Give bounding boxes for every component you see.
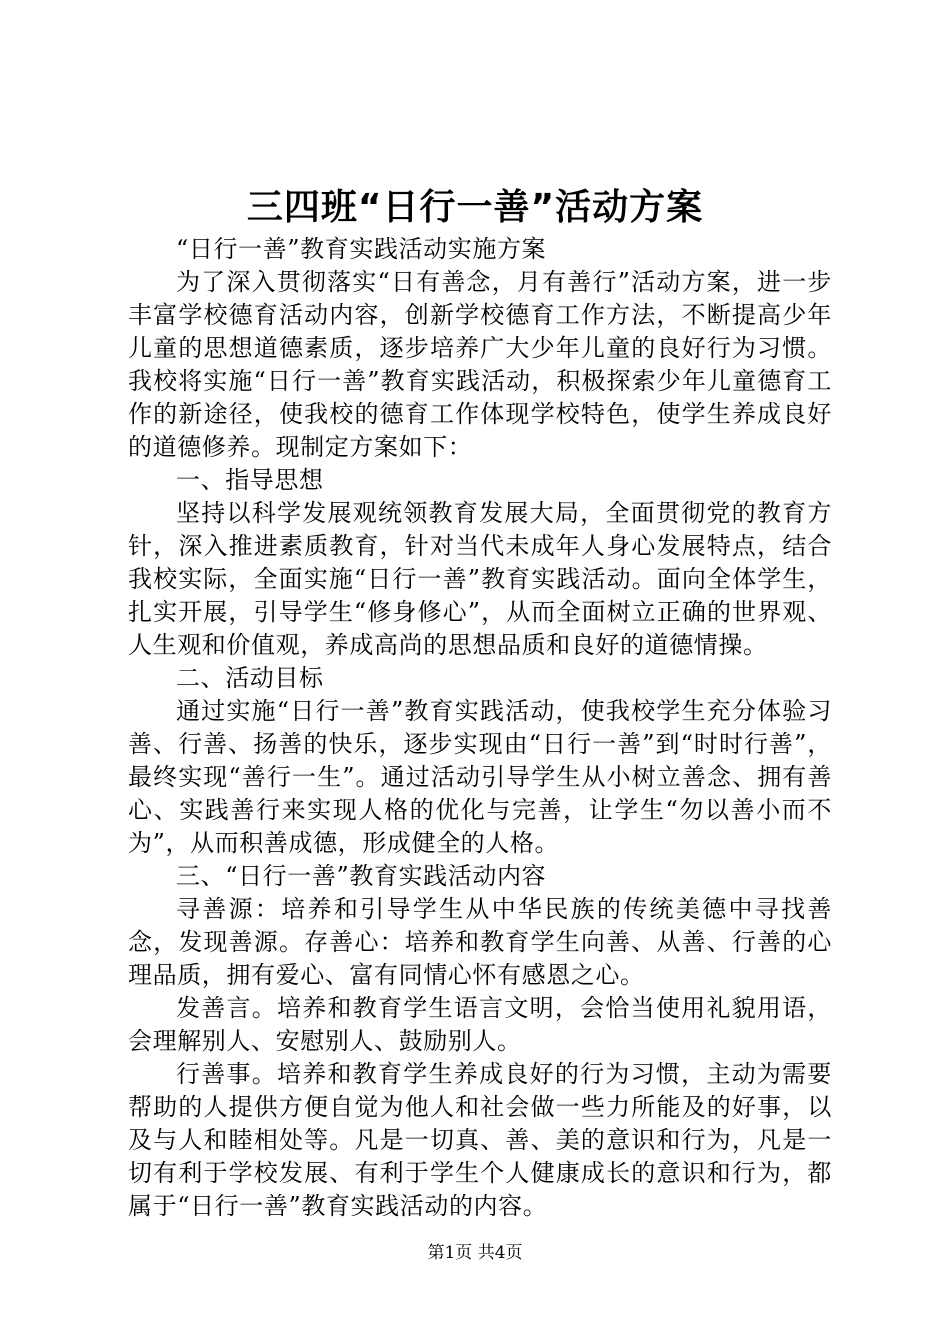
page-title: 三四班“日行一善”活动方案 bbox=[246, 187, 704, 228]
content-paragraph-good-deeds: 行善事。培养和教育学生养成良好的行为习惯，主动为需要帮助的人提供方便自觉为他人和社会做一些力所能及的好事，以及与人和睦相处等。凡是一切真、善、美的意识和行为，凡是一切有利于学校发展、有利于学生个人健康成长的意识和行为，都属于“日行一善”教育实践活动的内容。 bbox=[128, 1060, 832, 1220]
section-heading-activity-content: 三、“日行一善”教育实践活动内容 bbox=[176, 862, 547, 890]
content-paragraph-seek-goodness: 寻善源：培养和引导学生从中华民族的传统美德中寻找善念，发现善源。存善心：培养和教育学生向善、从善、行善的心理品质，拥有爱心、富有同情心怀有感恩之心。 bbox=[128, 895, 832, 989]
content-paragraph-good-words: 发善言。培养和教育学生语言文明，会恰当使用礼貌用语，会理解别人、安慰别人、鼓励别人。 bbox=[128, 994, 832, 1055]
section-heading-guiding-thought: 一、指导思想 bbox=[176, 466, 324, 494]
activity-goals-paragraph: 通过实施“日行一善”教育实践活动，使我校学生充分体验习善、行善、扬善的快乐，逐步实现由“日行一善”到“时时行善”，最终实现“善行一生”。通过活动引导学生从小树立善念、拥有善心、实践善行来实现人格的优化与完善，让学生“勿以善小而不为”，从而积善成德，形成健全的人格。 bbox=[128, 697, 832, 857]
guiding-thought-paragraph: 坚持以科学发展观统领教育发展大局，全面贯彻党的教育方针，深入推进素质教育，针对当代未成年人身心发展特点，结合我校实际，全面实施“日行一善”教育实践活动。面向全体学生，扎实开展，引导学生“修身修心”，从而全面树立正确的世界观、人生观和价值观，养成高尚的思想品质和良好的道德情操。 bbox=[128, 499, 832, 659]
intro-paragraph: 为了深入贯彻落实“日有善念，月有善行”活动方案，进一步丰富学校德育活动内容，创新学校德育工作方法，不断提高少年儿童的思想道德素质，逐步培养广大少年儿童的良好行为习惯。我校将实施“日行一善”教育实践活动，积极探索少年儿童德育工作的新途径，使我校的德育工作体现学校特色，使学生养成良好的道德修养。现制定方案如下： bbox=[128, 268, 832, 461]
document-body bbox=[128, 233, 832, 1223]
document-subtitle: “日行一善”教育实践活动实施方案 bbox=[176, 235, 547, 263]
section-heading-activity-goals: 二、活动目标 bbox=[176, 664, 324, 692]
page-footer: 第1页 共4页 bbox=[427, 1243, 523, 1263]
